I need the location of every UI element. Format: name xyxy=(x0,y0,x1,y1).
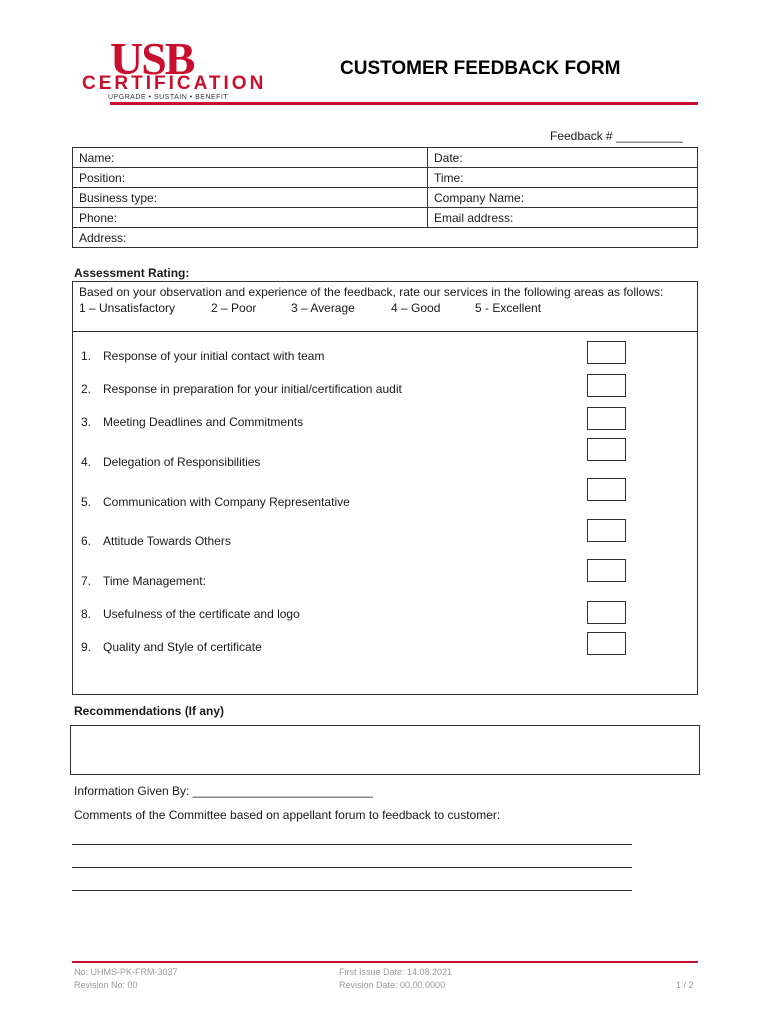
assessment-rating-box xyxy=(72,281,698,695)
logo-brand: USB xyxy=(110,33,194,84)
rating-input-4[interactable] xyxy=(587,438,626,461)
assessment-intro xyxy=(79,284,689,316)
scale-5: 5 - Excellent xyxy=(475,301,542,315)
rating-input-7[interactable] xyxy=(587,559,626,582)
name-field[interactable]: Name: xyxy=(73,148,428,168)
company-name-field[interactable]: Company Name: xyxy=(428,188,698,208)
doc-number: No: UHMS-PK-FRM-3037 xyxy=(74,967,178,977)
position-field[interactable]: Position: xyxy=(73,168,428,188)
footer-divider xyxy=(72,961,698,963)
comment-line[interactable] xyxy=(72,890,632,891)
scale-3: 3 – Average xyxy=(291,301,355,315)
rating-scale xyxy=(79,300,689,316)
rating-item: 5. Communication with Company Representative xyxy=(81,495,350,509)
business-type-field[interactable]: Business type: xyxy=(73,188,428,208)
rating-input-3[interactable] xyxy=(587,407,626,430)
phone-field[interactable]: Phone: xyxy=(73,208,428,228)
logo-tagline: UPGRADE • SUSTAIN • BENEFIT xyxy=(108,94,229,101)
rating-input-9[interactable] xyxy=(587,632,626,655)
rating-divider xyxy=(73,331,697,332)
feedback-number: Feedback # __________ xyxy=(550,129,683,143)
recommendations-input[interactable] xyxy=(70,725,700,775)
comment-line[interactable] xyxy=(72,844,632,845)
assessment-instructions: Based on your observation and experience of the feedback, rate our services in the following areas as follows: xyxy=(79,285,664,299)
first-issue-date: First Issue Date: 14.08.2021 xyxy=(339,967,453,977)
header-divider xyxy=(110,102,698,105)
rating-item: 4. Delegation of Responsibilities xyxy=(81,455,261,469)
rating-input-2[interactable] xyxy=(587,374,626,397)
comment-line[interactable] xyxy=(72,867,632,868)
revision-date: Revision Date: 00.00.0000 xyxy=(339,980,446,990)
page-title: CUSTOMER FEEDBACK FORM xyxy=(340,58,621,79)
email-field[interactable]: Email address: xyxy=(428,208,698,228)
revision-number: Revision No: 00 xyxy=(74,980,138,990)
rating-input-8[interactable] xyxy=(587,601,626,624)
customer-info-table xyxy=(72,147,698,248)
rating-input-5[interactable] xyxy=(587,478,626,501)
information-given-by[interactable]: Information Given By: ___________________________ xyxy=(74,784,373,798)
rating-item: 2. Response in preparation for your initial/certification audit xyxy=(81,382,402,396)
rating-item: 1. Response of your initial contact with team xyxy=(81,349,325,363)
scale-2: 2 – Poor xyxy=(211,301,257,315)
rating-item: 7. Time Management: xyxy=(81,574,206,588)
rating-input-6[interactable] xyxy=(587,519,626,542)
rating-item: 3. Meeting Deadlines and Commitments xyxy=(81,415,304,429)
recommendations-label: Recommendations (If any) xyxy=(74,704,225,718)
time-field[interactable]: Time: xyxy=(428,168,698,188)
logo-name: CERTIFICATION xyxy=(82,73,267,94)
scale-4: 4 – Good xyxy=(391,301,441,315)
rating-item: 9. Quality and Style of certificate xyxy=(81,640,262,654)
rating-item: 6. Attitude Towards Others xyxy=(81,534,231,548)
rating-item: 8. Usefulness of the certificate and logo xyxy=(81,607,300,621)
date-field[interactable]: Date: xyxy=(428,148,698,168)
page-number: 1 / 2 xyxy=(676,980,694,990)
scale-1: 1 – Unsatisfactory xyxy=(79,301,176,315)
assessment-label: Assessment Rating: xyxy=(74,266,190,280)
address-field[interactable]: Address: xyxy=(73,228,698,248)
comments-label: Comments of the Committee based on appellant forum to feedback to customer: xyxy=(74,808,501,822)
rating-input-1[interactable] xyxy=(587,341,626,364)
